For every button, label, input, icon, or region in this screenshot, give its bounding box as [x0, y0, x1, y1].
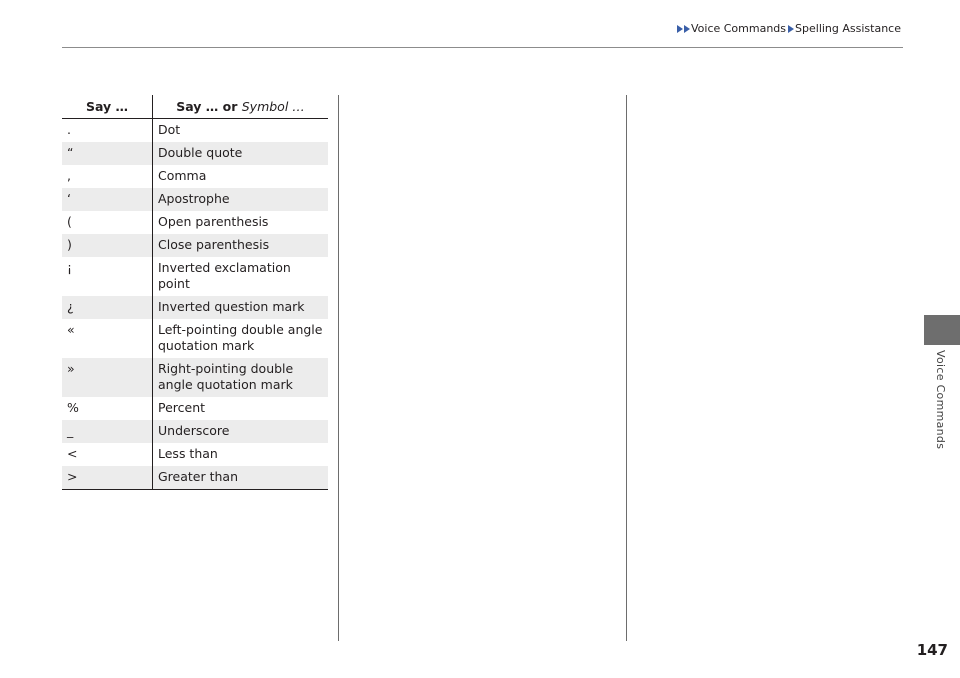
breadcrumb-voice-commands: Voice Commands [690, 22, 787, 35]
say-cell: Open parenthesis [158, 214, 269, 229]
arrow-right-icon [684, 25, 690, 33]
table-row [62, 257, 328, 296]
say-cell: Comma [158, 168, 207, 183]
breadcrumb-spelling-assistance: Spelling Assistance [795, 22, 901, 35]
side-section-label: Voice Commands [934, 350, 947, 450]
table-row [62, 142, 328, 165]
symbol-cell: _ [62, 420, 153, 443]
symbol-cell: “ [62, 142, 153, 165]
say-cell: Underscore [153, 420, 329, 443]
table-header-row [62, 95, 328, 119]
symbol-cell: < [62, 443, 153, 466]
col-say-header: Say … [62, 95, 153, 119]
table-row [62, 211, 328, 234]
section-tab [924, 315, 960, 345]
symbol-cell: ( [62, 211, 153, 234]
table-row [62, 119, 328, 143]
col-header-symbol: Symbol … [241, 99, 305, 114]
table-row [62, 397, 328, 420]
symbol-cell: ¿ [62, 296, 153, 319]
symbol-cell: ‘ [62, 188, 153, 211]
table-row [62, 296, 328, 319]
say-cell: Inverted exclamation point [158, 260, 291, 291]
symbol-cell: % [62, 397, 153, 420]
say-cell: Greater than [153, 466, 329, 490]
say-cell: Double quote [153, 142, 329, 165]
table-row [62, 188, 328, 211]
say-cell: Percent [158, 400, 206, 415]
table-row [62, 443, 328, 466]
table-row [62, 466, 328, 490]
say-cell: Left-pointing double angle quotation mark [158, 322, 323, 353]
table-row [62, 358, 328, 397]
spelling-table [62, 95, 328, 490]
symbol-cell: > [62, 466, 153, 490]
say-cell: Apostrophe [153, 188, 329, 211]
arrow-right-icon [677, 25, 683, 33]
say-cell: Less than [158, 446, 218, 461]
table-row [62, 420, 328, 443]
table-row [62, 165, 328, 188]
symbol-cell: . [62, 119, 153, 143]
col-header-prefix: Say … or [176, 99, 238, 114]
say-cell: Inverted question mark [153, 296, 329, 319]
table-row [62, 319, 328, 358]
arrow-right-icon [788, 25, 794, 33]
say-cell: Dot [158, 122, 181, 137]
symbol-cell: ¡ [62, 257, 153, 296]
col-say-or-symbol-header [153, 95, 329, 119]
column-divider-right [626, 95, 627, 641]
symbol-cell: » [62, 358, 153, 397]
say-cell: Close parenthesis [153, 234, 329, 257]
column-divider-left [338, 95, 339, 641]
page-number: 147 [916, 641, 948, 659]
symbol-cell: , [62, 165, 153, 188]
say-cell: Right-pointing double angle quotation mark [153, 358, 329, 397]
header-divider [62, 47, 903, 48]
symbol-cell: « [62, 319, 153, 358]
symbol-cell: ) [62, 234, 153, 257]
table-row [62, 234, 328, 257]
breadcrumb [677, 22, 903, 35]
